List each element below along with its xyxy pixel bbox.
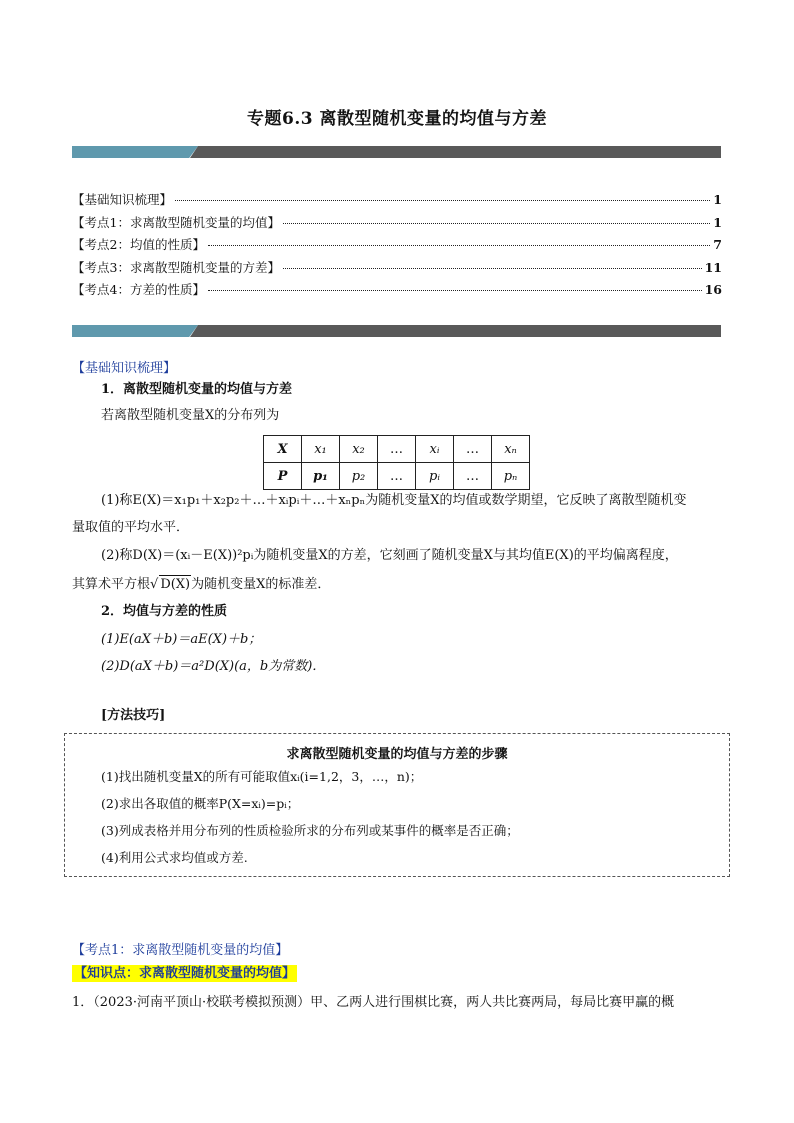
divider-body bbox=[190, 146, 721, 158]
table-cell: … bbox=[378, 436, 416, 463]
knowledge-point-highlight: 【知识点：求离散型随机变量的均值】 bbox=[74, 966, 296, 981]
toc-leader bbox=[208, 290, 702, 291]
table-cell: … bbox=[454, 463, 492, 490]
table-cell: … bbox=[378, 463, 416, 490]
page-title: 专题6.3 离散型随机变量的均值与方差 bbox=[247, 109, 547, 129]
toc-label: 【考点4：方差的性质】 bbox=[72, 282, 205, 297]
table-cell: x₁ bbox=[302, 436, 340, 463]
table-cell: P bbox=[264, 463, 302, 490]
section-1-title: 1．离散型随机变量的均值与方差 bbox=[101, 382, 293, 397]
variance-definition-line1: (2)称D(X)＝(xᵢ－E(X))²pᵢ为随机变量X的方差，它刻画了随机变量X与其均值E(X)的平均偏离程度， bbox=[101, 548, 678, 563]
toc-leader bbox=[283, 223, 710, 224]
table-of-contents bbox=[72, 190, 722, 303]
table-cell: x₂ bbox=[340, 436, 378, 463]
section-divider-bar bbox=[72, 325, 721, 337]
section-2-title: 2．均值与方差的性质 bbox=[101, 604, 228, 619]
property-1: (1)E(aX＋b)＝aE(X)＋b； bbox=[101, 632, 262, 647]
toc-leader bbox=[208, 245, 710, 246]
toc-page: 11 bbox=[704, 259, 722, 275]
knowledge-point-label bbox=[72, 962, 297, 981]
table-cell: xᵢ bbox=[416, 436, 454, 463]
distribution-table bbox=[263, 435, 530, 490]
toc-leader bbox=[283, 268, 702, 269]
table-cell: X bbox=[264, 436, 302, 463]
distribution-intro: 若离散型随机变量X的分布列为 bbox=[101, 408, 280, 423]
divider-body bbox=[190, 325, 721, 337]
divider-accent bbox=[72, 146, 198, 158]
sqrt-argument: D(X) bbox=[160, 577, 191, 592]
sqrt-symbol: √ bbox=[150, 577, 159, 592]
toc-entry[interactable] bbox=[72, 213, 722, 236]
toc-label: 【考点2：均值的性质】 bbox=[72, 237, 205, 252]
toc-leader bbox=[175, 200, 710, 201]
method-label: [方法技巧] bbox=[101, 708, 166, 723]
question-1: 1．（2023·河南平顶山·校联考模拟预测）甲、乙两人进行围棋比赛，两人共比赛两局，每局比赛甲赢的概 bbox=[72, 995, 675, 1010]
method-box bbox=[64, 733, 730, 877]
table-row bbox=[264, 463, 530, 490]
toc-page: 1 bbox=[713, 214, 722, 230]
toc-page: 7 bbox=[713, 237, 722, 252]
toc-entry[interactable] bbox=[72, 258, 722, 281]
toc-label: 【考点3：求离散型随机变量的方差】 bbox=[72, 259, 280, 275]
variance-text-pre: 其算术平方根 bbox=[72, 577, 151, 592]
kaodian-1-heading: 【考点1：求离散型随机变量的均值】 bbox=[72, 943, 289, 958]
method-step: (1)找出随机变量X的所有可能取值xᵢ(i=1,2，3，…，n)； bbox=[101, 769, 423, 784]
method-box-title: 求离散型随机变量的均值与方差的步骤 bbox=[286, 747, 508, 762]
table-cell: p₂ bbox=[340, 463, 378, 490]
divider-accent bbox=[72, 325, 198, 337]
method-step: (4)利用公式求均值或方差. bbox=[101, 850, 248, 865]
toc-label: 【考点1：求离散型随机变量的均值】 bbox=[72, 214, 280, 230]
method-step: (3)列成表格并用分布列的性质检验所求的分布列或某事件的概率是否正确； bbox=[101, 823, 519, 838]
variance-definition-line2 bbox=[72, 575, 330, 594]
basics-heading: 【基础知识梳理】 bbox=[72, 361, 177, 376]
property-2: (2)D(aX＋b)＝a²D(X)(a，b为常数)． bbox=[101, 659, 326, 674]
toc-page: 16 bbox=[704, 282, 722, 297]
mean-definition-line1: (1)称E(X)＝x₁p₁＋x₂p₂＋…＋xᵢpᵢ＋…＋xₙpₙ为随机变量X的均值或数学期望，它反映了离散型随机变 bbox=[101, 493, 687, 508]
toc-label: 【基础知识梳理】 bbox=[72, 192, 173, 207]
method-step: (2)求出各取值的概率P(X=xᵢ)=pᵢ； bbox=[101, 796, 300, 811]
table-cell: xₙ bbox=[492, 436, 530, 463]
toc-page: 1 bbox=[713, 192, 722, 207]
table-cell: p₁ bbox=[302, 463, 340, 490]
header-divider-bar bbox=[72, 146, 721, 158]
table-cell: pₙ bbox=[492, 463, 530, 490]
toc-entry[interactable] bbox=[72, 190, 722, 213]
variance-text-post: 为随机变量X的标准差． bbox=[191, 577, 331, 592]
table-cell: pᵢ bbox=[416, 463, 454, 490]
mean-definition-line2: 量取值的平均水平． bbox=[72, 520, 190, 535]
table-row bbox=[264, 436, 530, 463]
toc-entry[interactable] bbox=[72, 235, 722, 258]
toc-entry[interactable] bbox=[72, 280, 722, 303]
table-cell: … bbox=[454, 436, 492, 463]
